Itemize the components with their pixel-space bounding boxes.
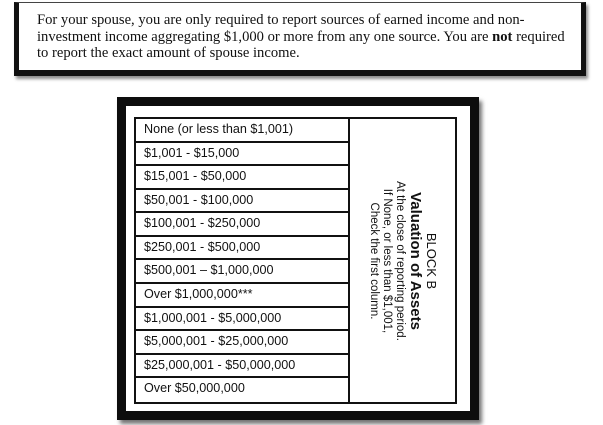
- valuation-row: $25,000,001 - $50,000,000: [136, 355, 348, 379]
- valuation-row: $250,001 - $500,000: [136, 237, 348, 261]
- block-instruction-3: Check the first column.: [367, 202, 380, 319]
- valuation-row: $15,001 - $50,000: [136, 166, 348, 190]
- block-subtitle: Valuation of Assets: [406, 191, 424, 330]
- valuation-row: $50,001 - $100,000: [136, 190, 348, 214]
- block-instruction-1: At the close of reporting period.: [393, 180, 406, 341]
- valuation-row: $1,001 - $15,000: [136, 143, 348, 167]
- block-b-header-text: [367, 121, 439, 401]
- block-b-frame: [117, 97, 479, 420]
- block-b-table: [134, 117, 457, 404]
- notice-text-bold: not: [492, 28, 513, 45]
- valuation-row: $1,000,001 - $5,000,000: [136, 308, 348, 332]
- valuation-row: $100,001 - $250,000: [136, 213, 348, 237]
- valuation-row: Over $1,000,000***: [136, 284, 348, 308]
- notice-text-after: required to report the exact amount of spouse income.: [37, 28, 565, 61]
- block-title: BLOCK B: [423, 232, 439, 289]
- valuation-row: $500,001 – $1,000,000: [136, 260, 348, 284]
- valuation-row: None (or less than $1,001): [136, 119, 348, 143]
- spouse-income-notice: [14, 2, 586, 76]
- block-b-header: [350, 119, 455, 402]
- valuation-row: Over $50,000,000: [144, 381, 245, 396]
- valuation-row: $5,000,001 - $25,000,000: [136, 331, 348, 355]
- block-instruction-2: If None, or less than $1,001,: [380, 188, 393, 333]
- notice-text-before: For your spouse, you are only required to report sources of earned income and non-investment income aggregating $1,000 or more from any one source. You are: [37, 12, 525, 45]
- valuation-rows: [136, 119, 350, 402]
